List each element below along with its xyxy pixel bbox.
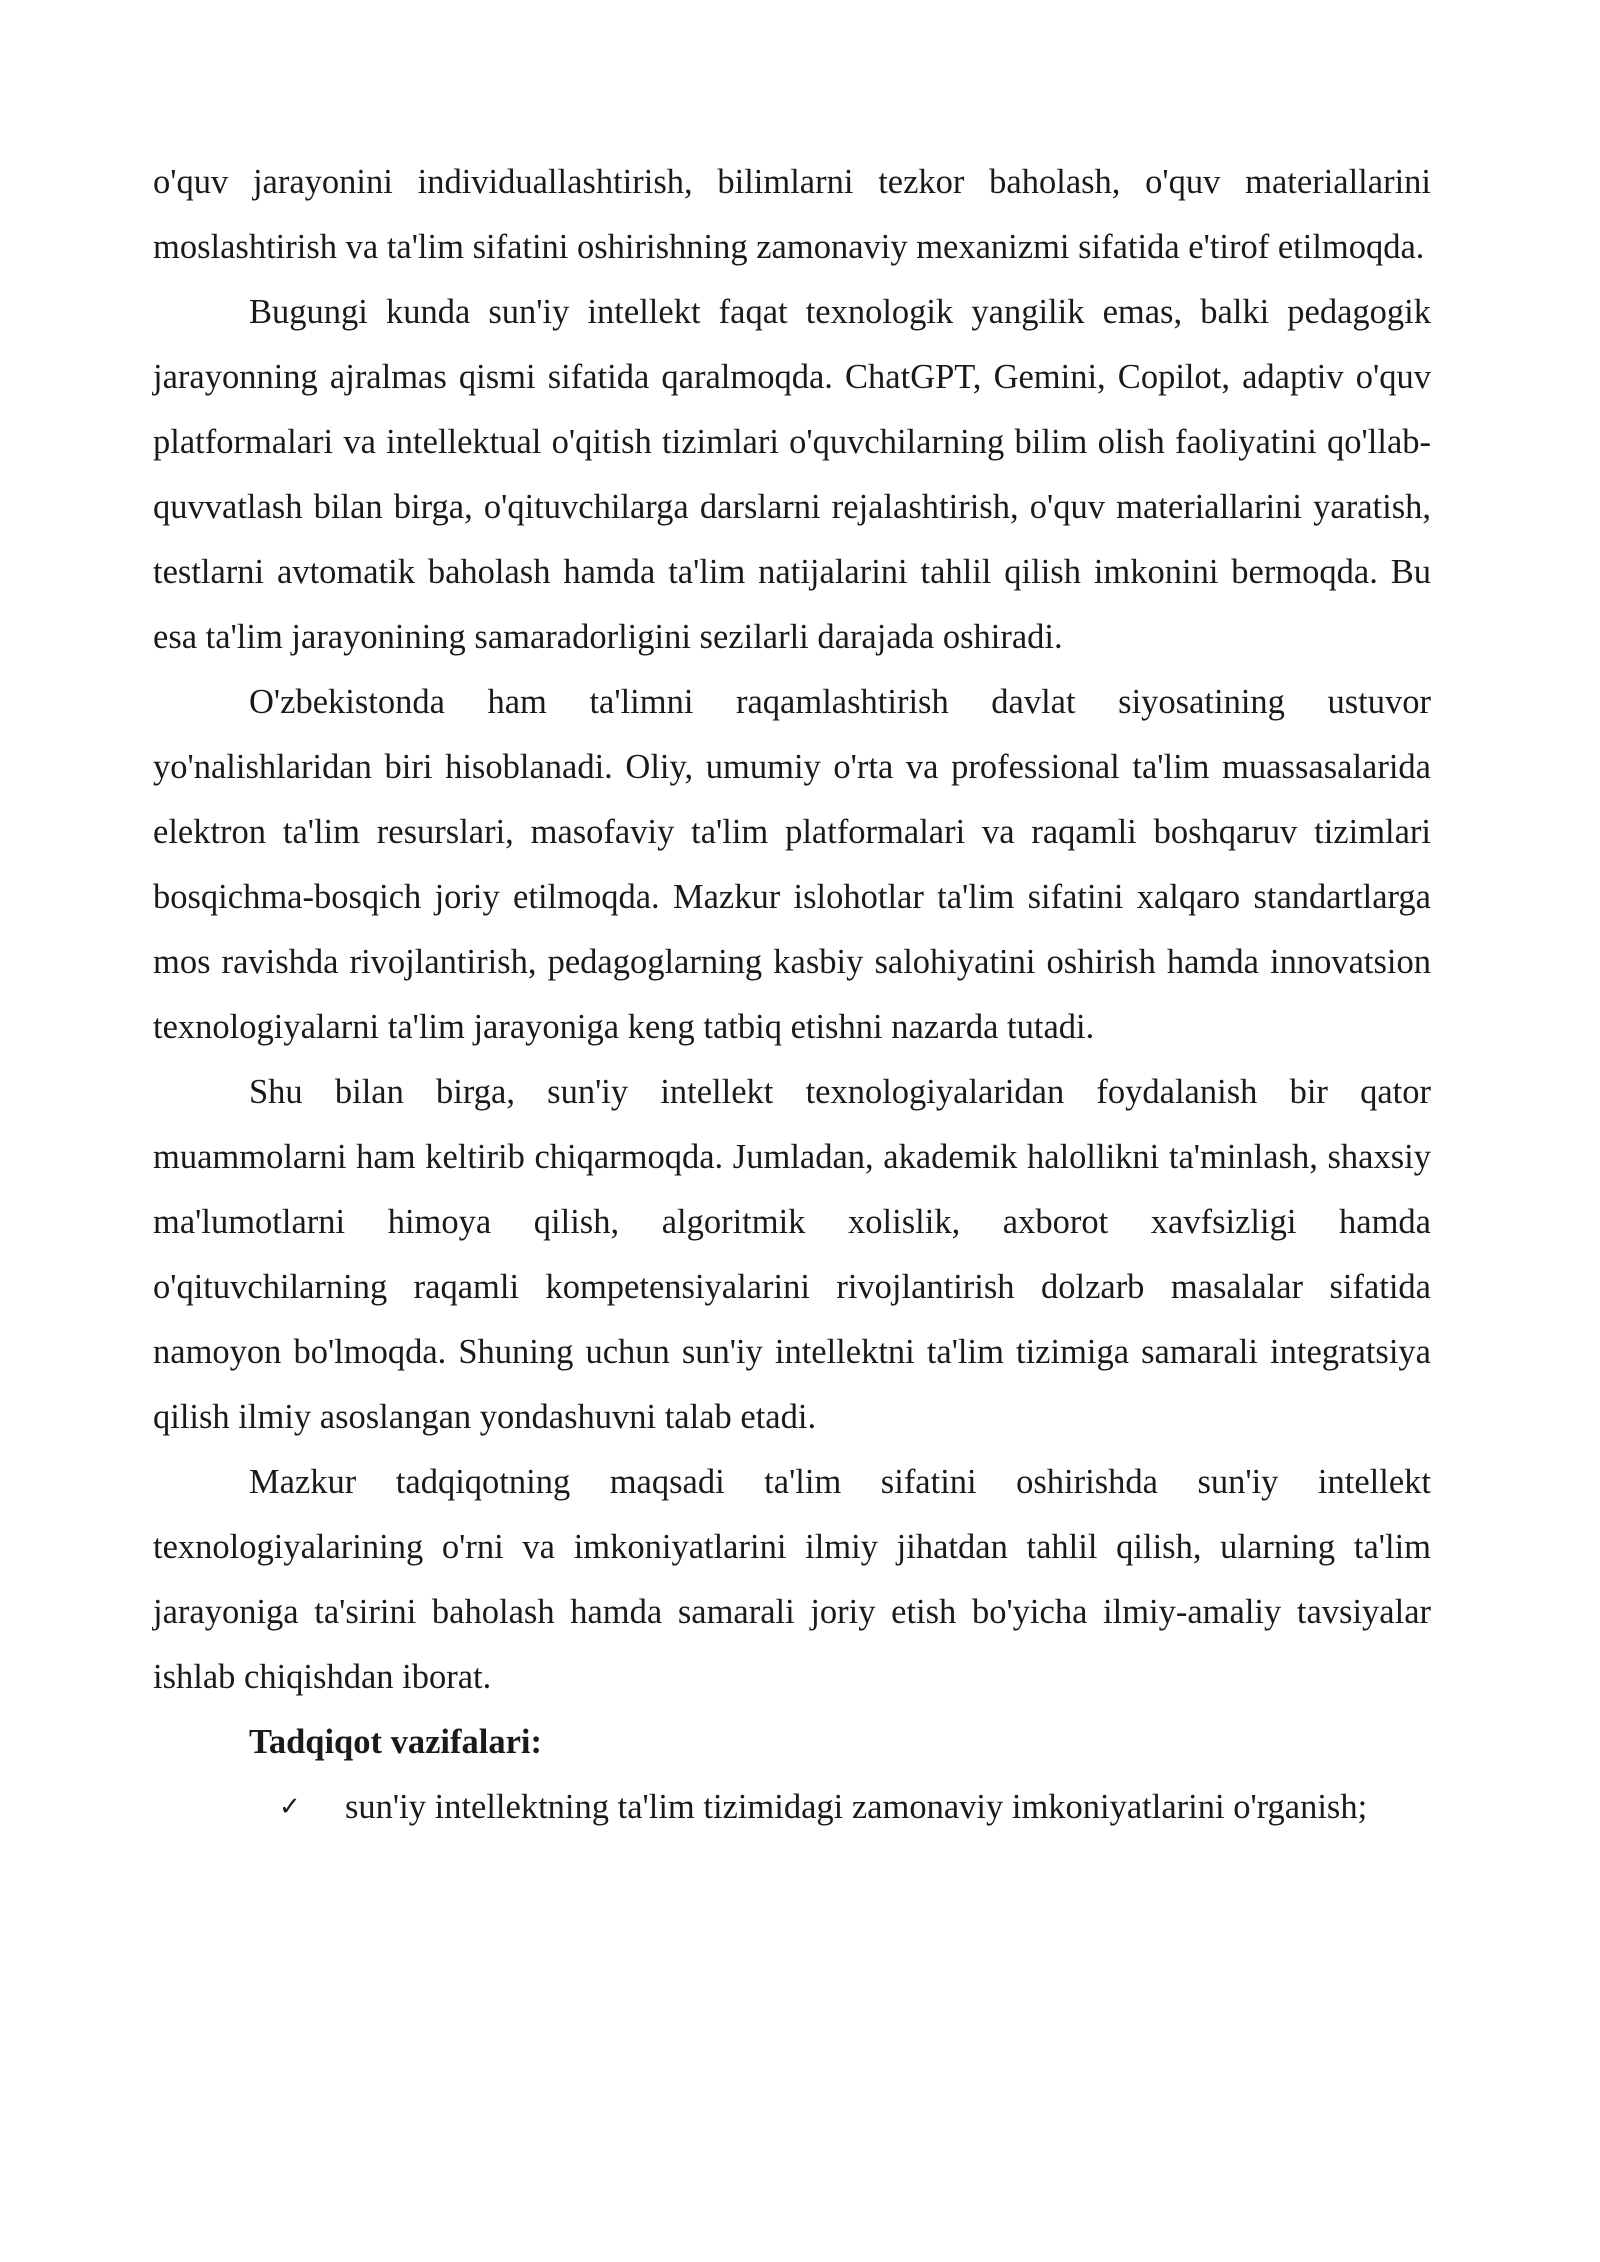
paragraph-research-goal: Mazkur tadqiqotning maqsadi ta'lim sifatini oshirishda sun'iy intellekt texnologiyalarining o'rni va imkoniyatlarini ilmiy jihatdan tahlil qilish, ularning ta'lim jarayoniga ta'sirini baholash hamda samarali joriy etish bo'yicha ilmiy-amaliy tavsiyalar ishlab chiqishdan iborat. <box>153 1463 1431 1696</box>
document-body <box>153 150 1431 1840</box>
paragraph-ai-in-pedagogy: Bugungi kunda sun'iy intellekt faqat texnologik yangilik emas, balki pedagogik jarayonning ajralmas qismi sifatida qaralmoqda. ChatGPT, Gemini, Copilot, adaptiv o'quv platformalari va intellektual o'qitish tizimlari o'quvchilarning bilim olish faoliyatini qo'llab-quvvatlash bilan birga, o'qituvchilarga darslarni rejalashtirish, o'quv materiallarini yaratish, testlarni avtomatik baholash hamda ta'lim natijalarini tahlil qilish imkonini bermoqda. Bu esa ta'lim jarayonining samaradorligini sezilarli darajada oshiradi. <box>153 293 1431 656</box>
paragraph-ai-challenges: Shu bilan birga, sun'iy intellekt texnologiyalaridan foydalanish bir qator muammolarni ham keltirib chiqarmoqda. Jumladan, akademik halollikni ta'minlash, shaxsiy ma'lumotlarni himoya qilish, algoritmik xolislik, axborot xavfsizligi hamda o'qituvchilarning raqamli kompetensiyalarini rivojlantirish dolzarb masalalar sifatida namoyon bo'lmoqda. Shuning uchun sun'iy intellektni ta'lim tizimiga samarali integratsiya qilish ilmiy asoslangan yondashuvni talab etadi. <box>153 1073 1431 1436</box>
paragraph-uzbekistan-digitalization: O'zbekistonda ham ta'limni raqamlashtirish davlat siyosatining ustuvor yo'nalishlaridan biri hisoblanadi. Oliy, umumiy o'rta va professional ta'lim muassasalarida elektron ta'lim resurslari, masofaviy ta'lim platformalari va raqamli boshqaruv tizimlari bosqichma-bosqich joriy etilmoqda. Mazkur islohotlar ta'lim sifatini xalqaro standartlarga mos ravishda rivojlantirish, pedagoglarning kasbiy salohiyatini oshirish hamda innovatsion texnologiyalarni ta'lim jarayoniga keng tatbiq etishni nazarda tutadi. <box>153 683 1431 1046</box>
check-mark-icon: ✓ <box>279 1792 301 1822</box>
list-item-text: sun'iy intellektning ta'lim tizimidagi zamonaviy imkoniyatlarini o'rganish; <box>345 1788 1368 1826</box>
section-heading-research-tasks: Tadqiqot vazifalari: <box>249 1723 542 1761</box>
list-item <box>153 1775 1431 1840</box>
paragraph-continuation: o'quv jarayonini individuallashtirish, bilimlarni tezkor baholash, o'quv materiallarini moslashtirish va ta'lim sifatini oshirishning zamonaviy mexanizmi sifatida e'tirof etilmoqda. <box>153 163 1431 266</box>
